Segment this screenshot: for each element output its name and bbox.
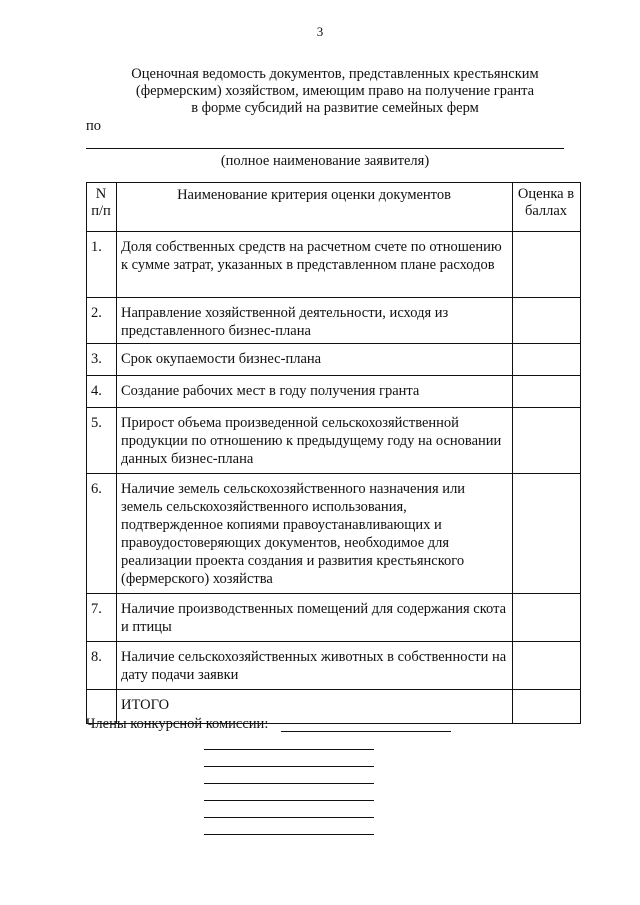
table-row	[87, 344, 581, 376]
row-score	[513, 594, 581, 642]
row-criterion: Прирост объема произведенной сельскохозяйственной продукции по отношению к предыдущему году на основании данных бизнес-плана	[117, 408, 513, 474]
row-criterion: Наличие производственных помещений для содержания скота и птицы	[117, 594, 513, 642]
row-criterion: Направление хозяйственной деятельности, исходя из представленного бизнес-плана	[117, 298, 513, 344]
row-score	[513, 408, 581, 474]
signature-line	[204, 766, 374, 767]
signature-line	[204, 749, 374, 750]
row-number: 2.	[87, 298, 117, 344]
row-number: 1.	[87, 232, 117, 298]
table-row	[87, 376, 581, 408]
row-score	[513, 298, 581, 344]
row-number: 3.	[87, 344, 117, 376]
document-title	[90, 66, 580, 117]
row-score	[513, 642, 581, 690]
table-row	[87, 232, 581, 298]
evaluation-table	[86, 182, 581, 724]
signature-line	[204, 800, 374, 801]
row-number: 5.	[87, 408, 117, 474]
row-number: 8.	[87, 642, 117, 690]
page-number: 3	[316, 24, 324, 39]
applicant-caption: (полное наименование заявителя)	[220, 153, 430, 169]
row-score	[513, 344, 581, 376]
row-criterion: Наличие сельскохозяйственных животных в собственности на дату подачи заявки	[117, 642, 513, 690]
table-header-row	[87, 183, 581, 232]
applicant-name-line	[86, 148, 564, 149]
commission-members-label: Члены конкурсной комиссии:	[86, 716, 269, 732]
row-criterion: Создание рабочих мест в году получения гранта	[117, 376, 513, 408]
header-score: Оценка в баллах	[513, 183, 581, 232]
row-number: 7.	[87, 594, 117, 642]
signature-line	[204, 834, 374, 835]
row-score	[513, 474, 581, 594]
row-criterion: Срок окупаемости бизнес-плана	[117, 344, 513, 376]
commission-signature-line	[281, 731, 451, 732]
table-row	[87, 298, 581, 344]
row-criterion: Доля собственных средств на расчетном счете по отношению к сумме затрат, указанных в представленном плане расходов	[117, 232, 513, 298]
row-criterion: Наличие земель сельскохозяйственного назначения или земель сельскохозяйственного использования, подтвержденное копиями правоустанавливающих и правоудостоверяющих документов, необходимое для реализации проекта создания и развития крестьянского (фермерского) хозяйства	[117, 474, 513, 594]
signature-line	[204, 817, 374, 818]
title-line: Оценочная ведомость документов, представленных крестьянским	[131, 66, 539, 82]
row-score	[513, 376, 581, 408]
header-number: N п/п	[87, 183, 117, 232]
table-row	[87, 594, 581, 642]
header-criterion: Наименование критерия оценки документов	[117, 183, 513, 232]
table-row	[87, 474, 581, 594]
po-label: по	[86, 118, 102, 134]
row-number: 4.	[87, 376, 117, 408]
table-row	[87, 408, 581, 474]
total-label: ИТОГО	[117, 690, 513, 724]
signature-line	[204, 783, 374, 784]
title-line: в форме субсидий на развитие семейных ферм	[191, 100, 479, 116]
table-row	[87, 642, 581, 690]
row-score	[513, 232, 581, 298]
total-score	[513, 690, 581, 724]
row-number: 6.	[87, 474, 117, 594]
title-line: (фермерским) хозяйством, имеющим право на получение гранта	[135, 83, 535, 99]
